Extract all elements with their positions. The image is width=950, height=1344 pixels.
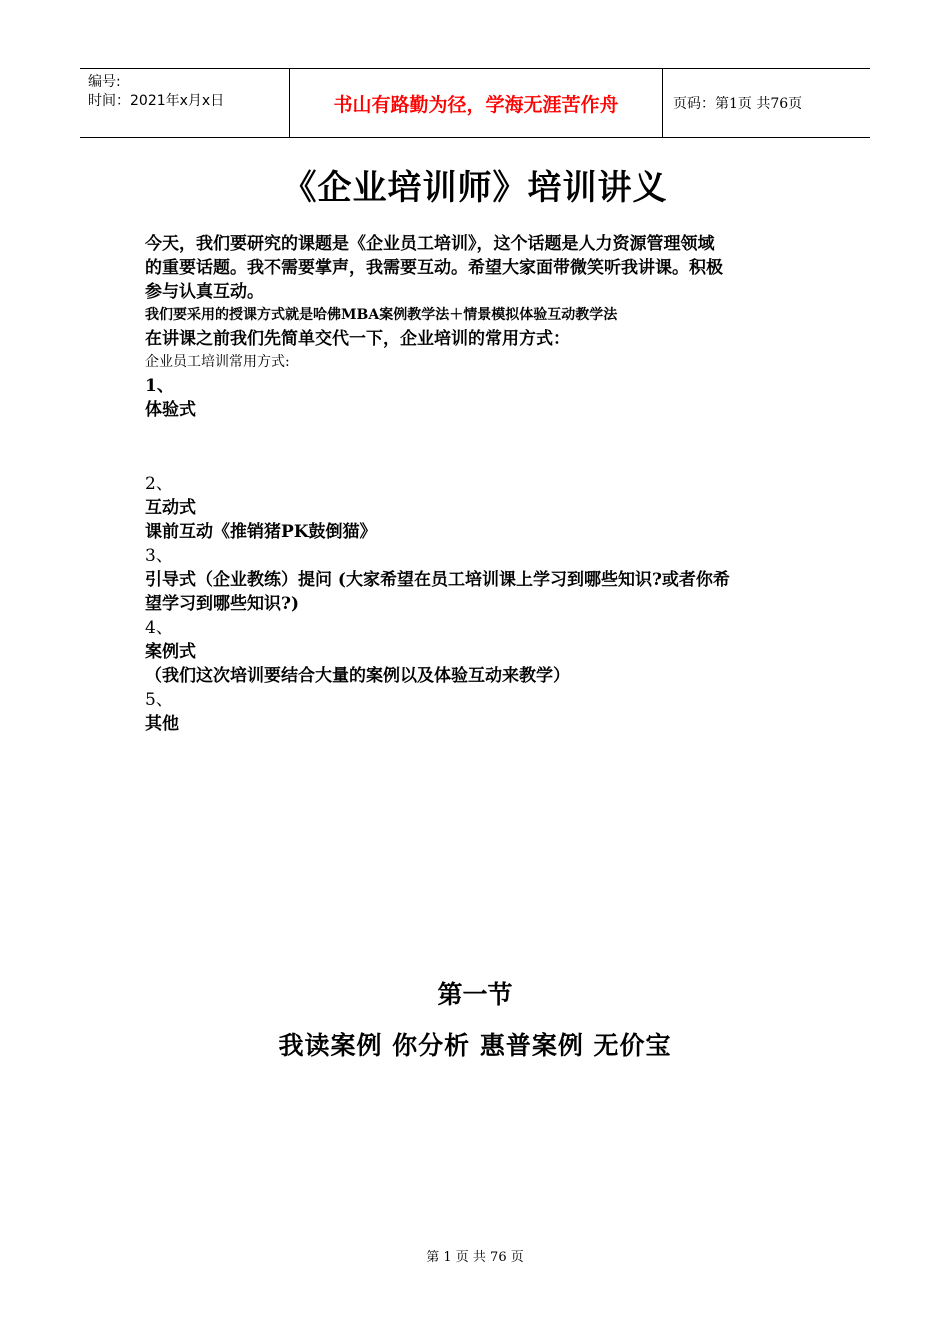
list-item: 互动式	[145, 498, 196, 518]
number-label: 编号:	[88, 74, 121, 90]
list-number: 1、	[145, 376, 174, 396]
paragraph-line: 的重要话题。我不需要掌声，我需要互动。希望大家面带微笑听我讲课。积极	[145, 258, 723, 278]
header-page-info: 页码：第1页 共76页	[673, 96, 803, 112]
paragraph-line: 我们要采用的授课方式就是哈佛MBA案例教学法＋情景模拟体验互动教学法	[145, 307, 618, 323]
paragraph-line: 今天，我们要研究的课题是《企业员工培训》，这个话题是人力资源管理领域	[145, 234, 715, 254]
document-body	[145, 232, 810, 736]
list-number: 4、	[145, 618, 173, 638]
header-meta	[80, 69, 289, 137]
list-item: 案例式	[145, 642, 196, 662]
spacer	[145, 422, 810, 472]
document-title: 《企业培训师》培训讲义	[282, 168, 668, 208]
list-number: 5、	[145, 690, 173, 710]
list-item: 其他	[145, 714, 179, 734]
paragraph-line: 参与认真互动。	[145, 282, 264, 302]
list-item: 望学习到哪些知识?)	[145, 594, 300, 614]
document-header	[80, 68, 870, 138]
section-title: 第一节	[437, 980, 513, 1009]
page-footer: 第 1 页 共 76 页	[426, 1250, 524, 1265]
paragraph-line: 在讲课之前我们先简单交代一下，企业培训的常用方式：	[145, 329, 570, 349]
section-subtitle: 我读案例 你分析 惠普案例 无价宝	[278, 1031, 672, 1060]
time-label: 时间：2021年x月x日	[88, 93, 225, 109]
paragraph-line: 企业员工培训常用方式:	[145, 354, 290, 370]
list-number: 3、	[145, 546, 173, 566]
list-item: 引导式（企业教练）提问 (大家希望在员工培训课上学习到哪些知识?或者你希	[145, 570, 730, 590]
list-number: 2、	[145, 474, 173, 494]
header-motto: 书山有路勤为径，学海无涯苦作舟	[289, 69, 663, 137]
list-item: 课前互动《推销猪PK鼓倒猫》	[145, 522, 377, 542]
list-item: 体验式	[145, 400, 196, 420]
list-item: （我们这次培训要结合大量的案例以及体验互动来教学）	[145, 666, 570, 686]
